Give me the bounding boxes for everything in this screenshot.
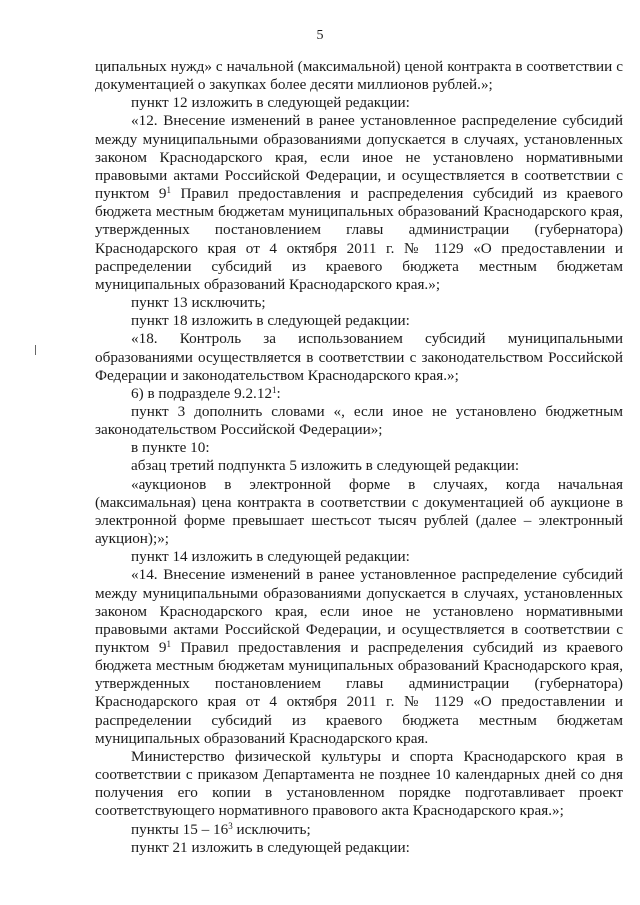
scan-artifact-mark [35, 345, 36, 355]
paragraph-15: пункт 21 изложить в следующей редакции: [131, 838, 410, 856]
superscript: 3 [228, 820, 233, 831]
paragraph-12: «14. Внесение изменений в ранее установленное распределение субсидий между муниципальными образованиями допускается в случаях, установленных законом Краснодарского края, если иное не установлено нормативными правовыми актами Российской Федерации, и осуществляется в соответствии с пунктом $9^1$ Правил предоставления и распределения субсидий из краевого бюджета местным бюджетам муниципальных образований Краснодарского края, утвержденных постановлением главы администрации (губернатора) Краснодарского края от 4 октября 2011 г. № 1129 «О предоставлении и распределении субсидий из краевого бюджета местным бюджетам муниципальных образований Краснодарского края. [95, 566, 624, 747]
paragraph-2: «12. Внесение изменений в ранее установленное распределение субсидий между муниципальными образованиями допускается в случаях, установленных законом Краснодарского края, если иное не установлено нормативными правовыми актами Российской Федерации, и осуществляется в соответствии с пунктом $9^1$ Правил предоставления и распределения субсидий из краевого бюджета местным бюджетам муниципальных образований Краснодарского края, утвержденных постановлением главы администрации (губернатора) Краснодарского края от 4 октября 2011 г. № 1129 «О предоставлении и распределении субсидий из краевого бюджета местным бюджетам муниципальных образований Краснодарского края.»; [95, 112, 624, 293]
paragraph-4: пункт 18 изложить в следующей редакции: [131, 312, 410, 330]
paragraph-10: «аукционов в электронной форме в случаях, когда начальная (максимальная) цена контракта в соответствии с документацией об аукционе в электронной форме превышает шестьсот тысяч рублей (далее – электронный аукцион);»; [95, 475, 623, 548]
page-number: 5 [316, 28, 324, 43]
paragraph-9: абзац третий подпункта 5 изложить в следующей редакции: [131, 457, 520, 475]
superscript: 1 [166, 185, 171, 196]
paragraph-6: 6) в подразделе 9.2.12$^1$: [131, 384, 281, 402]
paragraph-3: пункт 13 исключить; [131, 294, 266, 312]
paragraph-14: пункты $15 - 16^3$ исключить; [131, 820, 311, 838]
paragraph-0: ципальных нужд» с начальной (максимальной) ценой контракта в соответствии с документацией о закупках более десяти миллионов рублей.»; [95, 58, 623, 94]
document-body [95, 58, 623, 857]
paragraph-1: пункт 12 изложить в следующей редакции: [131, 94, 410, 112]
paragraph-11: пункт 14 изложить в следующей редакции: [131, 548, 410, 566]
paragraph-8: в пункте 10: [131, 439, 210, 457]
paragraph-5: «18. Контроль за использованием субсидий муниципальными образованиями осуществляется в соответствии с законодательством Российской Федерации и законодательством Краснодарского края.»; [95, 330, 623, 384]
superscript: 1 [166, 639, 171, 649]
paragraph-7: пункт 3 дополнить словами «, если иное не установлено бюджетным законодательством Российской Федерации»; [95, 402, 623, 439]
superscript: 1 [272, 384, 277, 395]
paragraph-13: Министерство физической культуры и спорта Краснодарского края в соответствии с приказом Департамента не позднее 10 календарных дней со дня получения его копии в установленном порядке подготавливает проект соответствующего нормативного правового акта Краснодарского края.»; [95, 747, 623, 820]
